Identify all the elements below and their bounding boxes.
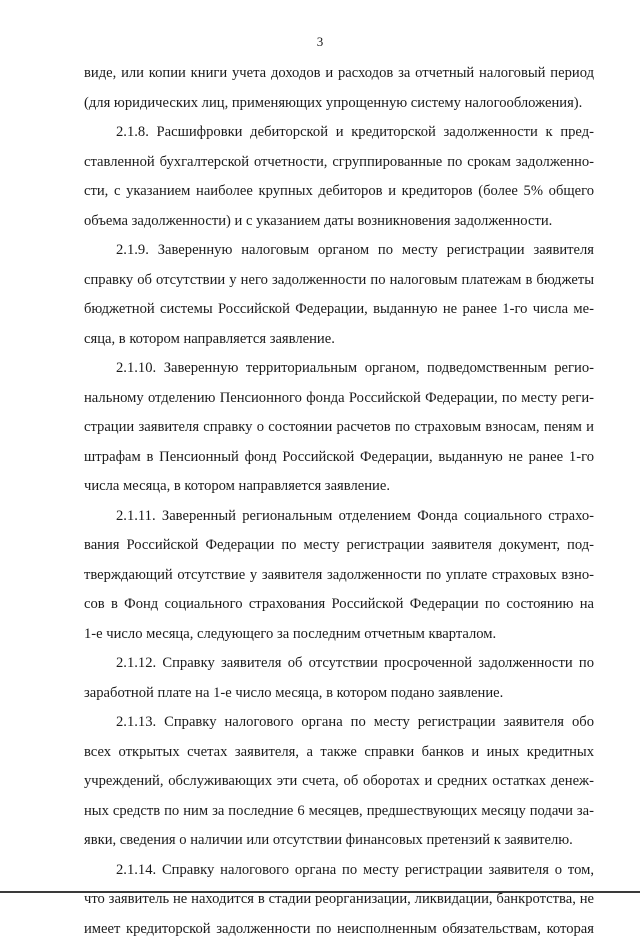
text-line: сти, с указанием наиболее крупных дебиторов и кредиторов (более 5% общего bbox=[84, 177, 594, 207]
text-line: явки, сведения о наличии или отсутствии финансовых претензий к заявителю. bbox=[84, 826, 594, 856]
text-line: бюджетной системы Российской Федерации, выданную не ранее 1-го числа ме- bbox=[84, 295, 594, 325]
page-number: 3 bbox=[0, 34, 640, 50]
paragraph-start-2-1-13: 2.1.13. Справку налогового органа по месту регистрации заявителя обо bbox=[84, 708, 594, 738]
paragraph-start-2-1-9: 2.1.9. Заверенную налоговым органом по месту регистрации заявителя bbox=[84, 236, 594, 266]
document-body bbox=[84, 59, 594, 944]
text-line: учреждений, обслуживающих эти счета, об оборотах и средних остатках денеж- bbox=[84, 767, 594, 797]
text-line: ных средств по ним за последние 6 месяцев, предшествующих месяцу подачи за- bbox=[84, 797, 594, 827]
text-line: справку об отсутствии у него задолженности по налоговым платежам в бюджеты bbox=[84, 266, 594, 296]
text-line: страции заявителя справку о состоянии расчетов по страховым взносам, пеням и bbox=[84, 413, 594, 443]
text-line: заработной плате на 1-е число месяца, в котором подано заявление. bbox=[84, 679, 594, 709]
page-bottom-rule bbox=[0, 891, 640, 893]
paragraph-start-2-1-10: 2.1.10. Заверенную территориальным органом, подведомственным регио- bbox=[84, 354, 594, 384]
text-line: (для юридических лиц, применяющих упрощенную систему налогообложения). bbox=[84, 89, 594, 119]
paragraph-start-2-1-8: 2.1.8. Расшифровки дебиторской и кредиторской задолженности к пред- bbox=[84, 118, 594, 148]
paragraph-start-2-1-14: 2.1.14. Справку налогового органа по месту регистрации заявителя о том, bbox=[84, 856, 594, 886]
text-line: 1-е число месяца, следующего за последним отчетным кварталом. bbox=[84, 620, 594, 650]
text-line: сяца, в котором направляется заявление. bbox=[84, 325, 594, 355]
text-line: сов в Фонд социального страхования Российской Федерации по состоянию на bbox=[84, 590, 594, 620]
text-line: нальному отделению Пенсионного фонда Российской Федерации, по месту реги- bbox=[84, 384, 594, 414]
text-line: что заявитель не находится в стадии реорганизации, ликвидации, банкротства, не bbox=[84, 885, 594, 915]
text-line: виде, или копии книги учета доходов и расходов за отчетный налоговый период bbox=[84, 59, 594, 89]
text-line: тверждающий отсутствие у заявителя задолженности по уплате страховых взно- bbox=[84, 561, 594, 591]
text-line: штрафам в Пенсионный фонд Российской Федерации, выданную не ранее 1-го bbox=[84, 443, 594, 473]
text-line: имеет кредиторской задолженности по неисполненным обязательствам, которая bbox=[84, 915, 594, 944]
paragraph-start-2-1-12: 2.1.12. Справку заявителя об отсутствии просроченной задолженности по bbox=[84, 649, 594, 679]
text-line: объема задолженности) и с указанием даты возникновения задолженности. bbox=[84, 207, 594, 237]
text-line: числа месяца, в котором направляется заявление. bbox=[84, 472, 594, 502]
paragraph-start-2-1-11: 2.1.11. Заверенный региональным отделением Фонда социального страхо- bbox=[84, 502, 594, 532]
text-line: вания Российской Федерации по месту регистрации заявителя документ, под- bbox=[84, 531, 594, 561]
text-line: ставленной бухгалтерской отчетности, сгруппированные по срокам задолженно- bbox=[84, 148, 594, 178]
text-line: всех открытых счетах заявителя, а также справки банков и иных кредитных bbox=[84, 738, 594, 768]
